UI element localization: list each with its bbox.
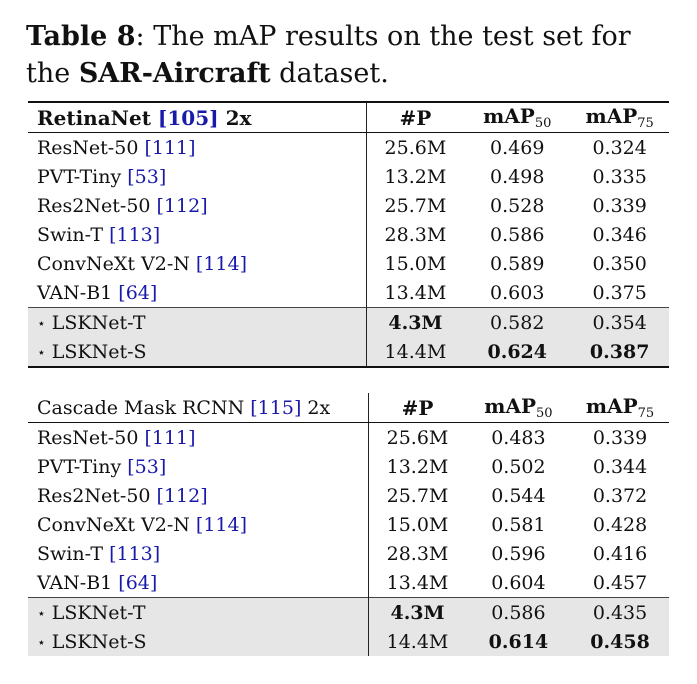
map50-value: 0.589 <box>490 252 545 275</box>
ours-rows <box>28 598 669 657</box>
backbone-name: ResNet-50 [111] <box>37 136 196 159</box>
map75-value: 0.458 <box>571 627 669 656</box>
backbone-name: ResNet-50 [111] <box>37 426 196 449</box>
params-value: 14.4M <box>369 627 466 656</box>
method-header: RetinaNet [105] 2x <box>28 102 366 133</box>
citation-link[interactable]: [64] <box>118 281 158 304</box>
params-value: 25.6M <box>369 423 466 453</box>
map75-value: 0.416 <box>592 542 648 565</box>
params-header: #P <box>369 393 466 423</box>
params-value: 28.3M <box>369 539 466 568</box>
backbone-name: ⋆ LSKNet-T <box>28 308 366 338</box>
backbone-name: Res2Net-50 [112] <box>37 484 208 507</box>
map50-value: 0.528 <box>490 194 545 217</box>
params-value: 25.6M <box>366 133 464 163</box>
caption-text-before: : The mAP results on the test set for the <box>26 21 631 89</box>
citation-link[interactable]: [53] <box>127 165 167 188</box>
table-row-ours <box>28 598 669 628</box>
table-header-row <box>28 102 669 133</box>
table-row <box>28 249 669 278</box>
table-row <box>28 220 669 249</box>
cascade-mask-rcnn-results-table <box>28 393 669 656</box>
map50-value: 0.498 <box>490 165 545 188</box>
map75-value: 0.344 <box>592 455 648 478</box>
map75-value: 0.335 <box>592 165 647 188</box>
table-header-row <box>28 393 669 423</box>
table-caption <box>26 18 676 92</box>
map75-value: 0.372 <box>592 484 648 507</box>
caption-text-after: dataset. <box>270 58 389 89</box>
star-icon: ⋆ <box>37 605 46 622</box>
baseline-rows <box>28 423 669 598</box>
params-value: 28.3M <box>366 220 464 249</box>
backbone-name: ⋆ LSKNet-S <box>28 337 366 367</box>
table-row-ours <box>28 627 669 656</box>
map50-value: 0.614 <box>466 627 571 656</box>
map50-header: mAP$_{50}$ <box>466 393 571 423</box>
map75-value: 0.346 <box>592 223 647 246</box>
map75-value: 0.375 <box>592 281 647 304</box>
map50-value: 0.582 <box>464 308 570 338</box>
citation-link[interactable]: [111] <box>144 136 196 159</box>
map50-value: 0.502 <box>491 455 546 478</box>
params-value: 25.7M <box>366 191 464 220</box>
map50-value: 0.603 <box>490 281 545 304</box>
table-row <box>28 568 669 598</box>
params-value: 25.7M <box>369 481 466 510</box>
map75-value: 0.435 <box>571 598 669 628</box>
retinanet-results-table <box>28 101 669 368</box>
map50-value: 0.581 <box>491 513 546 536</box>
backbone-name: Swin-T [113] <box>37 542 161 565</box>
table-row-ours <box>28 308 669 338</box>
caption-dataset: SAR-Aircraft <box>78 58 271 89</box>
params-value: 13.4M <box>369 568 466 598</box>
table-row <box>28 278 669 308</box>
backbone-name: Swin-T [113] <box>37 223 161 246</box>
params-header: #P <box>366 102 464 133</box>
map50-value: 0.544 <box>491 484 546 507</box>
map75-value: 0.354 <box>570 308 669 338</box>
table-row <box>28 423 669 453</box>
table-row <box>28 191 669 220</box>
backbone-name: VAN-B1 [64] <box>37 281 158 304</box>
table-row <box>28 539 669 568</box>
map50-value: 0.586 <box>466 598 571 628</box>
method-citation[interactable]: [105] <box>157 105 219 130</box>
map75-header: mAP$_{75}$ <box>570 102 669 133</box>
citation-link[interactable]: [114] <box>195 513 248 536</box>
method-header: Cascade Mask RCNN [115] 2x <box>28 393 369 423</box>
params-value: 15.0M <box>366 249 464 278</box>
params-value: 4.3M <box>366 308 464 338</box>
backbone-name: PVT-Tiny [53] <box>37 455 167 478</box>
backbone-name: ⋆ LSKNet-T <box>28 598 369 628</box>
citation-link[interactable]: [114] <box>195 252 248 275</box>
backbone-name: ConvNeXt V2-N [114] <box>37 252 248 275</box>
params-value: 13.2M <box>369 452 466 481</box>
map75-value: 0.387 <box>570 337 669 367</box>
star-icon: ⋆ <box>37 344 46 361</box>
map75-value: 0.428 <box>592 513 648 536</box>
params-value: 13.2M <box>366 162 464 191</box>
map75-value: 0.339 <box>592 194 647 217</box>
star-icon: ⋆ <box>37 634 46 651</box>
backbone-name: VAN-B1 [64] <box>37 571 158 594</box>
backbone-name: PVT-Tiny [53] <box>37 165 167 188</box>
citation-link[interactable]: [53] <box>127 455 167 478</box>
map50-value: 0.469 <box>490 136 545 159</box>
method-citation[interactable]: [115] <box>250 396 302 419</box>
map50-value: 0.483 <box>491 426 546 449</box>
map75-header: mAP$_{75}$ <box>571 393 669 423</box>
citation-link[interactable]: [112] <box>156 484 208 507</box>
table-row <box>28 510 669 539</box>
backbone-name: ConvNeXt V2-N [114] <box>37 513 248 536</box>
citation-link[interactable]: [111] <box>144 426 196 449</box>
backbone-name: ⋆ LSKNet-S <box>28 627 369 656</box>
citation-link[interactable]: [64] <box>118 571 158 594</box>
map75-value: 0.339 <box>592 426 648 449</box>
map75-value: 0.350 <box>592 252 647 275</box>
table-row <box>28 133 669 163</box>
star-icon: ⋆ <box>37 315 46 332</box>
params-value: 13.4M <box>366 278 464 308</box>
baseline-rows <box>28 133 669 308</box>
citation-link[interactable]: [113] <box>109 542 161 565</box>
params-value: 14.4M <box>366 337 464 367</box>
map50-value: 0.596 <box>491 542 546 565</box>
map50-value: 0.586 <box>490 223 545 246</box>
backbone-name: Res2Net-50 [112] <box>37 194 208 217</box>
caption-label: Table 8 <box>26 21 136 52</box>
table-row <box>28 452 669 481</box>
table-row-ours <box>28 337 669 367</box>
params-value: 4.3M <box>369 598 466 628</box>
map50-value: 0.624 <box>464 337 570 367</box>
ours-rows <box>28 308 669 368</box>
map50-header: mAP$_{50}$ <box>464 102 570 133</box>
table-row <box>28 162 669 191</box>
citation-link[interactable]: [113] <box>109 223 161 246</box>
map75-value: 0.457 <box>592 571 648 594</box>
table-row <box>28 481 669 510</box>
map75-value: 0.324 <box>592 136 647 159</box>
params-value: 15.0M <box>369 510 466 539</box>
citation-link[interactable]: [112] <box>156 194 208 217</box>
map50-value: 0.604 <box>491 571 546 594</box>
